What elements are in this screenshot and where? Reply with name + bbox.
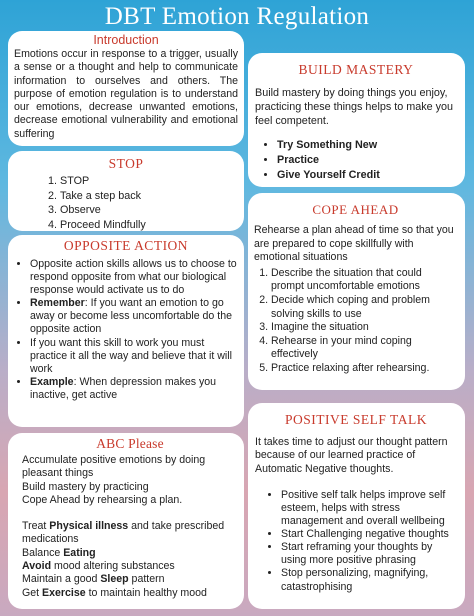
introduction-card [8, 31, 244, 146]
please-text: and take prescribed medications [22, 520, 225, 546]
cope-ahead-card [248, 193, 465, 390]
please-keyword: Sleep [100, 573, 129, 586]
cope-ahead-heading: COPE AHEAD [312, 202, 399, 217]
opposite-action-heading: OPPOSITE ACTION [63, 238, 189, 253]
list-item: 4. Rehearse in your mind coping effectively [271, 335, 457, 362]
introduction-heading: Introduction [93, 33, 159, 47]
build-mastery-text: Build mastery by doing things you enjoy, practicing these things helps to make you feel competent. [255, 87, 454, 127]
list-item: • Positive self talk helps improve self esteem, helps with stress management and overall wellbeing [281, 489, 457, 528]
list-item: • Try Something New [277, 138, 457, 153]
list-item: 5. Practice relaxing after rehearsing. [271, 362, 457, 376]
example-label: Example [30, 375, 74, 388]
please-avoid [22, 560, 238, 573]
list-item: 4. Proceed Mindfully [60, 218, 238, 232]
build-mastery-card [248, 53, 465, 187]
list-item: • Opposite action skills allows us to choose to respond opposite from what our biological response would activate us to do [30, 258, 238, 297]
positive-self-talk-card [248, 403, 465, 609]
opposite-action-card [8, 235, 244, 427]
list-item: 3. Observe [60, 203, 238, 218]
abc-please-heading: ABC Please [96, 436, 164, 451]
stop-list [14, 174, 238, 231]
please-text: Balance [22, 546, 64, 559]
introduction-text: Emotions occur in response to a trigger, usually a sense or a thought and help to communicate information to ourselves and others. The purpose of emotion regulation is to understand our emotions, decrease unwanted emotions, decrease emotional vulnerability and emotional suffering [14, 48, 238, 140]
list-item [30, 376, 238, 402]
please-keyword: Eating [63, 546, 96, 559]
remember-text: : If you want an emotion to go away or become less uncomfortable do the opposite action [30, 297, 232, 336]
positive-self-talk-list [255, 489, 457, 594]
please-sleep [22, 573, 238, 586]
please-exercise [22, 587, 238, 600]
example-text: : When depression makes you inactive, get active [30, 375, 217, 401]
opposite-action-list [14, 258, 238, 402]
stop-card [8, 151, 244, 231]
positive-self-talk-text: It takes time to adjust our thought pattern because of our learned practice of Automatic Negative thoughts. [255, 436, 448, 475]
build-mastery-list [255, 138, 457, 183]
please-text: Get [22, 586, 43, 599]
please-eating [22, 547, 238, 560]
please-text: Treat [22, 520, 50, 533]
remember-label: Remember [30, 297, 85, 310]
build-mastery-heading: BUILD MASTERY [298, 62, 414, 77]
please-text: Maintain a good [22, 573, 101, 586]
abc-accumulate: Accumulate positive emotions by doing pleasant things [22, 454, 206, 480]
please-text: to maintain healthy mood [85, 586, 207, 599]
please-text: pattern [128, 573, 165, 586]
list-item: • Start reframing your thoughts by using more positive phrasing [281, 541, 457, 567]
list-item: • Start Challenging negative thoughts [281, 528, 457, 541]
list-item: • Give Yourself Credit [277, 168, 457, 183]
please-keyword: Exercise [42, 586, 86, 599]
page-title: DBT Emotion Regulation [104, 3, 370, 30]
list-item: 3. Imagine the situation [271, 321, 457, 335]
please-keyword: Avoid [22, 560, 52, 573]
cope-ahead-list [254, 267, 457, 376]
please-text: mood altering substances [51, 560, 175, 573]
please-keyword: Physical illness [49, 520, 129, 533]
list-item: 1. STOP [60, 174, 238, 189]
list-item: 2. Decide which coping and problem solving skills to use [271, 294, 457, 321]
cope-ahead-text: Rehearse a plan ahead of time so that you are prepared to cope skillfully with emotional situations [254, 224, 454, 264]
list-item: 2. Take a step back [60, 189, 238, 204]
please-physical [22, 520, 238, 547]
list-item: • Practice [277, 153, 457, 168]
list-item: • Stop personalizing, magnifying, catastrophising [281, 567, 457, 593]
list-item [30, 297, 238, 336]
abc-please-card [8, 433, 244, 609]
positive-self-talk-heading: POSITIVE SELF TALK [285, 412, 427, 427]
stop-heading: STOP [108, 156, 144, 171]
list-item: 1. Describe the situation that could prompt uncomfortable emotions [271, 267, 457, 294]
abc-build: Build mastery by practicing [22, 480, 149, 493]
list-item: • If you want this skill to work you must practice it all the way and believe that it will work [30, 337, 238, 376]
abc-cope: Cope Ahead by rehearsing a plan. [22, 493, 183, 506]
